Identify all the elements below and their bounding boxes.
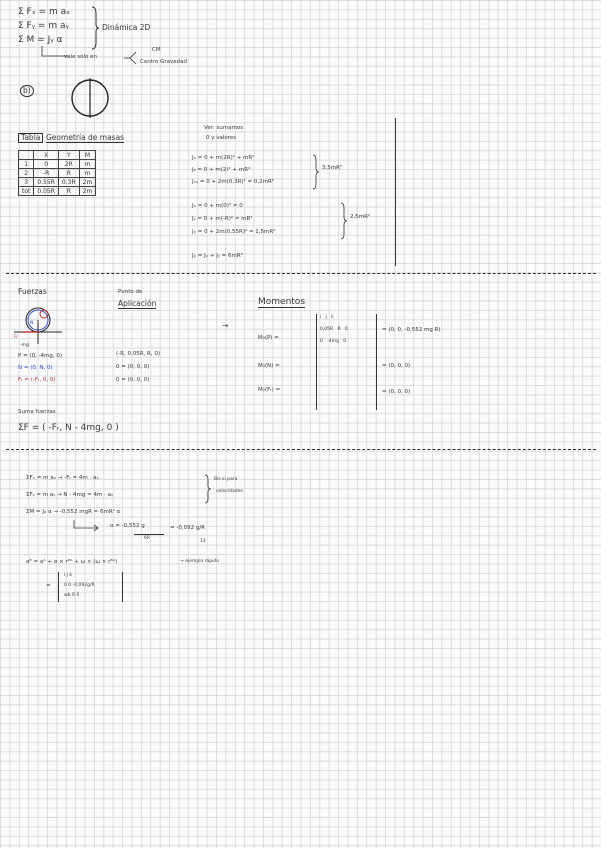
- moment-result-n: = (0, 0, 0): [382, 363, 411, 369]
- table-cell: 2: [19, 169, 34, 178]
- table-cell: 2R: [58, 160, 79, 169]
- bottom-equals: =: [46, 583, 51, 589]
- result-a: 3,5mR²: [322, 165, 343, 171]
- alpha-fraction-line: [134, 534, 164, 535]
- moment-result-fr: = (0, 0, 0): [382, 389, 411, 395]
- note-vale: vale solo en: [64, 54, 98, 60]
- alpha-result: = -0,092 g/R: [170, 525, 206, 531]
- eq-sum-fx: Σ Fₓ = m aₓ: [18, 7, 71, 17]
- force-p: P = (0, -4mg, 0): [18, 353, 63, 359]
- brace-a: [312, 154, 320, 190]
- table-cell: 0.05R: [34, 187, 59, 196]
- det-right-bar: [376, 314, 377, 410]
- det-cell: -4mg: [327, 339, 339, 344]
- inertia-b-2: Jᵧ = 0 + m(-R)² = mR²: [192, 216, 253, 222]
- det-row-1: [320, 316, 334, 321]
- note-cg: Centro Gravedad: [140, 59, 188, 65]
- dyn-eq-x: ΣFₓ = m aₓ → -Fᵣ = 4m · aₓ: [26, 475, 99, 481]
- bracket-note-1: Bis si para: [214, 477, 238, 482]
- table-cell: 0: [34, 160, 59, 169]
- note-split: [124, 50, 138, 66]
- section-b-label: b): [20, 85, 34, 97]
- bottom-det-row-3: wb R 0: [64, 593, 80, 598]
- eq-sum-fy: Σ Fᵧ = m aᵧ: [18, 21, 69, 31]
- table-cell: R: [58, 187, 79, 196]
- geom-title: Geometría de masas: [46, 133, 125, 142]
- moment-name-fr: M₀(Fᵣ) =: [258, 387, 281, 393]
- margin-line: [395, 118, 396, 266]
- force-fr: Fᵣ = (-Fᵣ, 0, 0): [18, 377, 56, 383]
- table-cell: 1: [19, 160, 34, 169]
- alpha-eq: α = -0,552 g: [110, 523, 145, 529]
- result-b: 2,5mR²: [350, 214, 371, 220]
- bottom-det-right: [122, 572, 123, 602]
- det-cell: 0: [343, 339, 347, 344]
- divider-2: [6, 449, 596, 450]
- accel-eq: aᴮ = aᴬ + α × rᴮᴬ + ω × (ω × rᴮᴬ): [26, 559, 118, 565]
- table-header-row: [19, 151, 96, 160]
- table-title: Tabla: [18, 133, 43, 143]
- table-cell: -R: [34, 169, 59, 178]
- table-cell: 0.55R: [34, 178, 59, 187]
- suma-eq: ΣF = ( -Fᵣ, N - 4mg, 0 ): [18, 423, 119, 433]
- bracket-note-2: velocidades: [216, 489, 243, 494]
- det-row-3: [320, 340, 346, 345]
- fbd-label-n: N: [30, 321, 34, 326]
- det-row-2: [320, 328, 348, 333]
- table-cell: 2m: [79, 187, 96, 196]
- table-cell: m: [79, 169, 96, 178]
- moment-result-p: = (0, 0, -0,552 mg R): [382, 327, 441, 333]
- inertia-a-2: Jᵧ = 0 + m(2)² + mR²: [192, 167, 251, 173]
- dyn-eq-y: ΣFᵧ = m aᵧ → N - 4mg = 4m · aᵧ: [26, 492, 113, 498]
- divider-1: [6, 273, 596, 274]
- fbd-label-fr: Fr: [14, 335, 19, 340]
- det-cell: j: [325, 315, 327, 320]
- accel-note: → ejemplo rápido: [180, 559, 219, 564]
- polar-inertia: Jₚ = Jₓ + Jᵧ = 6mR²: [192, 253, 243, 259]
- bottom-det-row-2: 0 0 -0,092g/R: [64, 583, 95, 588]
- dinamica-tag: Dinámica 2D: [102, 23, 151, 32]
- point-fr: 0 = (0, 0, 0): [116, 377, 150, 383]
- table-cell: [19, 151, 34, 160]
- table-row: [19, 187, 96, 196]
- circle-figure: [70, 78, 110, 118]
- point-n: 0 = (0, 0, 0): [116, 364, 150, 370]
- inertia-b-1: Jₓ = 0 + m(0)² = 0: [192, 203, 243, 209]
- table-row: [19, 169, 96, 178]
- inertia-a-3: Jₓᵧ = 0 + 2m(0,3R)² = 0,2mR²: [192, 179, 274, 185]
- alpha-den: 6R: [144, 536, 150, 541]
- alpha-result-den: 12: [200, 539, 206, 544]
- fuerzas-title: Fuerzas: [18, 287, 47, 296]
- point-p: (-R, 0.05R, R, 0): [116, 351, 160, 357]
- side-note-1: Ver: sumamos: [204, 125, 244, 131]
- force-n: N = (0, N, 0): [18, 365, 53, 371]
- table-cell: 3: [19, 178, 34, 187]
- det-cell: 0: [344, 327, 348, 332]
- mass-table: [18, 150, 96, 196]
- table-row: [19, 160, 96, 169]
- det-cell: i: [320, 315, 322, 320]
- momentos-title: Momentos: [258, 297, 306, 307]
- table-cell: X: [34, 151, 59, 160]
- det-cell: 0: [320, 339, 323, 344]
- note-cm: CM: [152, 47, 161, 53]
- punto-title: Punto de: [118, 289, 143, 295]
- brace-top: [90, 6, 100, 50]
- bottom-det-left: [58, 572, 59, 602]
- suma-title: Suma fuerzas: [18, 409, 56, 415]
- moment-name-p: M₀(P) =: [258, 335, 279, 341]
- inertia-a-1: Jₓ = 0 + m(2R)² + mR²: [192, 155, 255, 161]
- det-cell: R: [337, 327, 341, 332]
- det-cell: 0,05R: [320, 327, 334, 332]
- bottom-det-row-1: i j k: [64, 573, 72, 578]
- table-row: [19, 178, 96, 187]
- table-cell: m: [79, 160, 96, 169]
- table-cell: R: [58, 169, 79, 178]
- brace-dyn: [204, 474, 212, 504]
- table-cell: Y: [58, 151, 79, 160]
- det-cell: k: [331, 315, 334, 320]
- punto-subtitle: Aplicación: [118, 299, 157, 308]
- table-cell: 0.3R: [58, 178, 79, 187]
- alpha-arrow: [72, 520, 102, 534]
- det-left-bar: [316, 314, 317, 410]
- eq-sum-m: Σ M = Jᵧ α: [18, 35, 63, 45]
- moment-name-n: M₀(N) =: [258, 363, 280, 369]
- dyn-eq-m: ΣM = Jₚ α → -0,552 mgR = 6mR² α: [26, 509, 121, 515]
- table-cell: M: [79, 151, 96, 160]
- table-cell: 2m: [79, 178, 96, 187]
- side-note-2: 0 y valores: [206, 135, 237, 141]
- arrow-to-moments: →: [222, 321, 229, 330]
- fbd-label-mg: -mg: [20, 343, 29, 348]
- brace-b: [340, 202, 348, 240]
- inertia-b-3: Jₓ = 0 + 2m(0,55R)² = 1,5mR²: [192, 229, 276, 235]
- table-cell: tot: [19, 187, 34, 196]
